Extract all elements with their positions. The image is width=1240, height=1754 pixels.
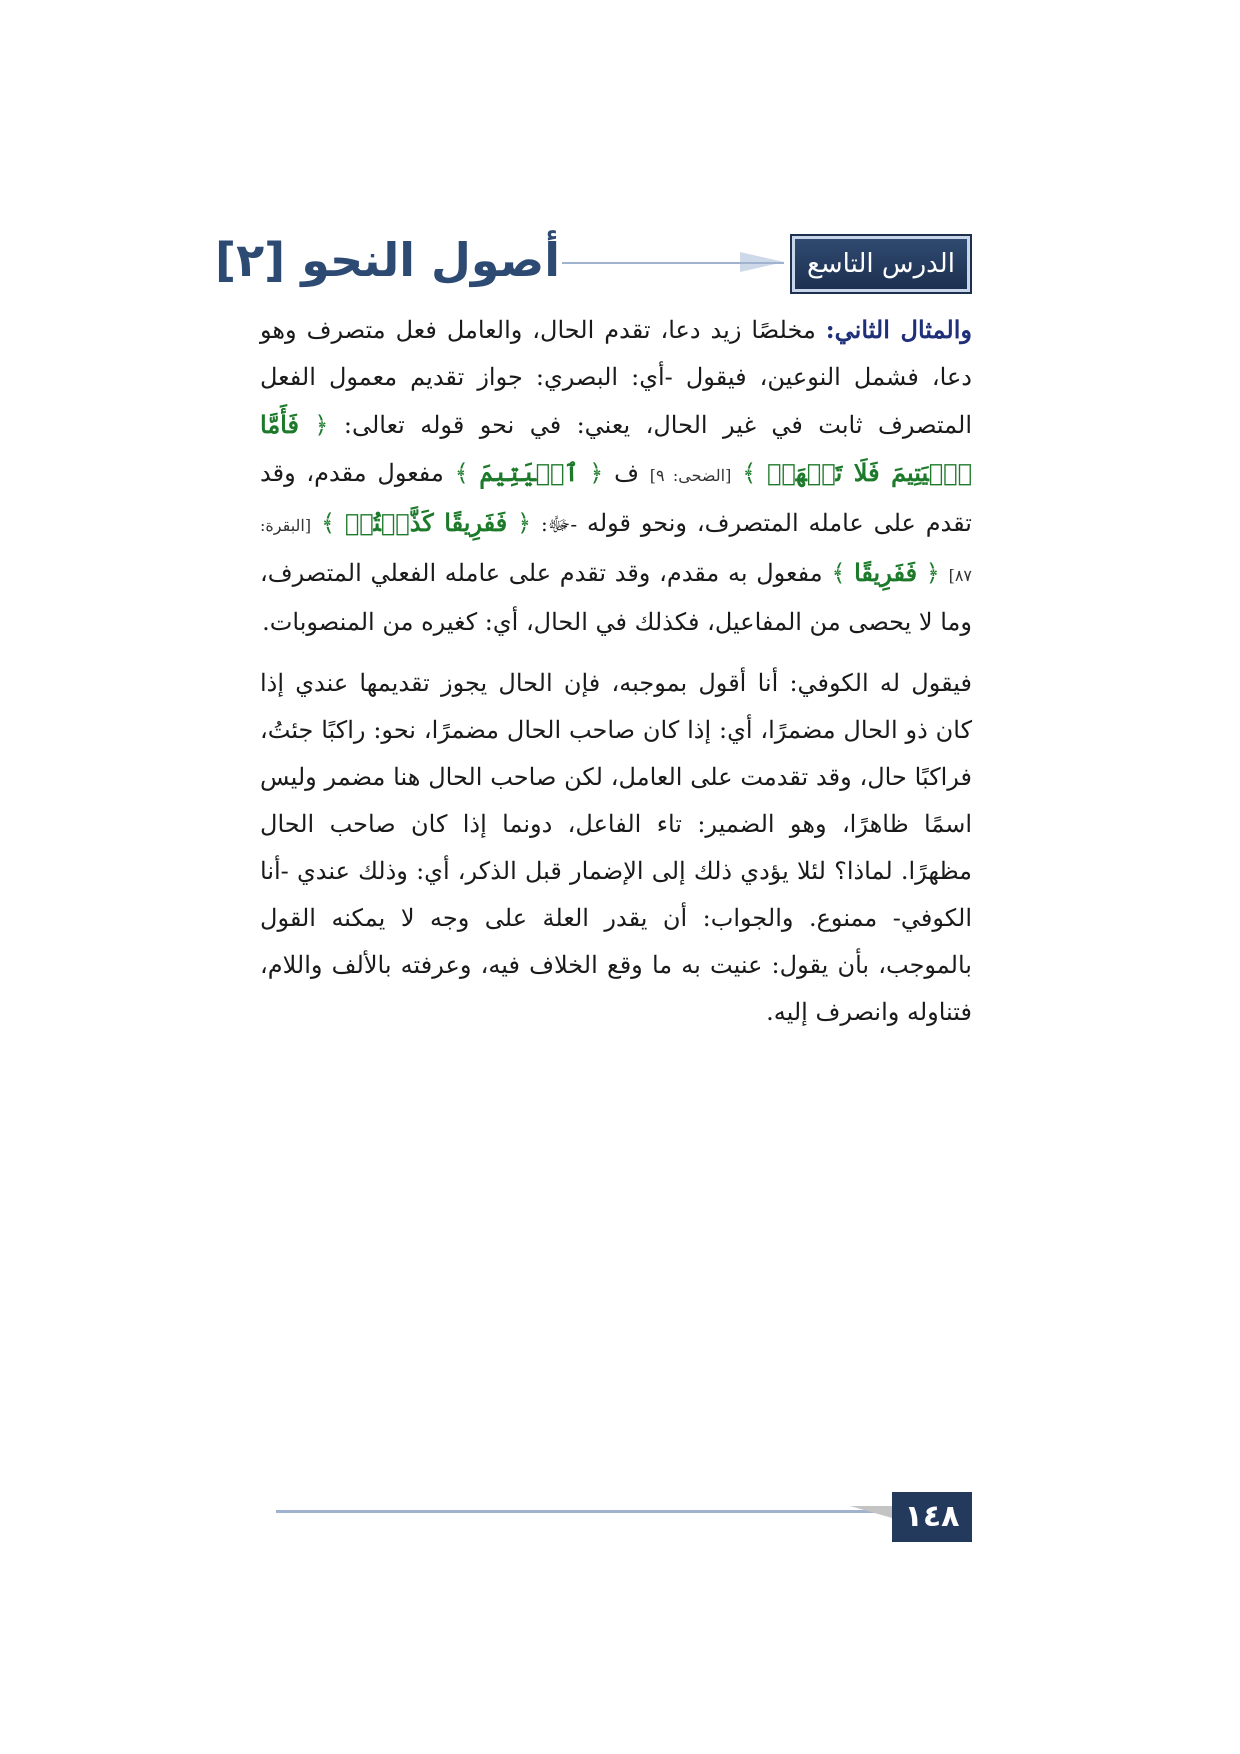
quran-word-1: ٱلۡيَتِيمَ [479, 458, 579, 487]
page-header [215, 230, 970, 290]
lesson-badge: الدرس التاسع [792, 236, 970, 292]
paragraph-1-text-f: مفعول به مقدم، وقد تقدم على عامله الفعلي المتصرف، وما لا يحصى من المفاعيل، فكذلك في الحال، أي: كغيره من المنصوبات. [260, 559, 972, 636]
quran-open-bracket: ﴿ [589, 459, 604, 487]
paragraph-1-text-a: مخلصًا زيد دعا، تقدم الحال، والعامل فعل متصرف وهو دعا، فشمل النوعين، فيقول -أي: البصري: جواز تقديم معمول الفعل المتصرف ثابت في غير الحال، يعني: في نحو قوله تعالى: [260, 316, 972, 439]
paragraph-1-text-e [940, 559, 949, 587]
chapter-title: أصول النحو [٢] [215, 233, 560, 287]
honorific: -ﷻ: [541, 512, 578, 536]
page-footer [276, 1492, 972, 1544]
quran-open-bracket: ﴿ [925, 559, 940, 587]
footer-rule-wedge [850, 1506, 892, 1518]
quran-open-bracket: ﴿ [517, 509, 532, 537]
quran-verse-2: فَفَرِيقًا كَذَّبۡتُمۡ [344, 508, 508, 537]
verse-citation-2: [البقرة: ٨٧] [260, 516, 972, 585]
verse-citation-1: [الضحى: ٩] [649, 466, 732, 485]
quran-verse-1: فَأَمَّا ٱلۡيَتِيمَ فَلَا تَقۡهَرۡ [260, 410, 972, 487]
main-content [260, 306, 972, 1050]
quran-close-bracket: ﴾ [320, 509, 335, 537]
example-label: والمثال الثاني: [825, 315, 972, 344]
quran-close-bracket: ﴾ [742, 459, 757, 487]
paragraph-2: فيقول له الكوفي: أنا أقول بموجبه، فإن الحال يجوز تقديمها عندي إذا كان ذو الحال مضمرًا، أي: إذا كان صاحب الحال مضمرًا، نحو: راكبًا جئتُ، فراكبًا حال، وقد تقدمت على العامل، لكن صاحب الحال هنا مضمر وليس اسمًا ظاهرًا، وهو الضمير: تاء الفاعل، دونما إذا كان صاحب الحال مظهرًا. لماذا؟ لئلا يؤدي ذلك إلى الإضمار قبل الذكر، أي: وذلك عندي -أنا الكوفي- ممنوع. والجواب: أن يقدر العلة على وجه لا يمكنه القول بالموجب، بأن يقول: عنيت به ما وقع الخلاف فيه، وعرفته بالألف واللام، فتناوله وانصرف إليه. [260, 669, 973, 1026]
paragraph-1-text-c: مفعول مقدم، وقد تقدم على عامله المتصرف، ونحو قوله [260, 459, 972, 537]
paragraph-1-text-d [531, 509, 541, 537]
footer-rule [276, 1510, 892, 1513]
quran-open-bracket: ﴿ [314, 411, 329, 439]
header-rule [562, 262, 784, 264]
quran-word-2: فَفَرِيقًا [854, 558, 918, 587]
page-number: ١٤٨ [892, 1492, 972, 1542]
paragraph-1 [260, 306, 972, 646]
quran-close-bracket: ﴾ [454, 459, 469, 487]
quran-close-bracket: ﴾ [831, 559, 846, 587]
paragraph-1-text-b: ف [603, 459, 650, 487]
